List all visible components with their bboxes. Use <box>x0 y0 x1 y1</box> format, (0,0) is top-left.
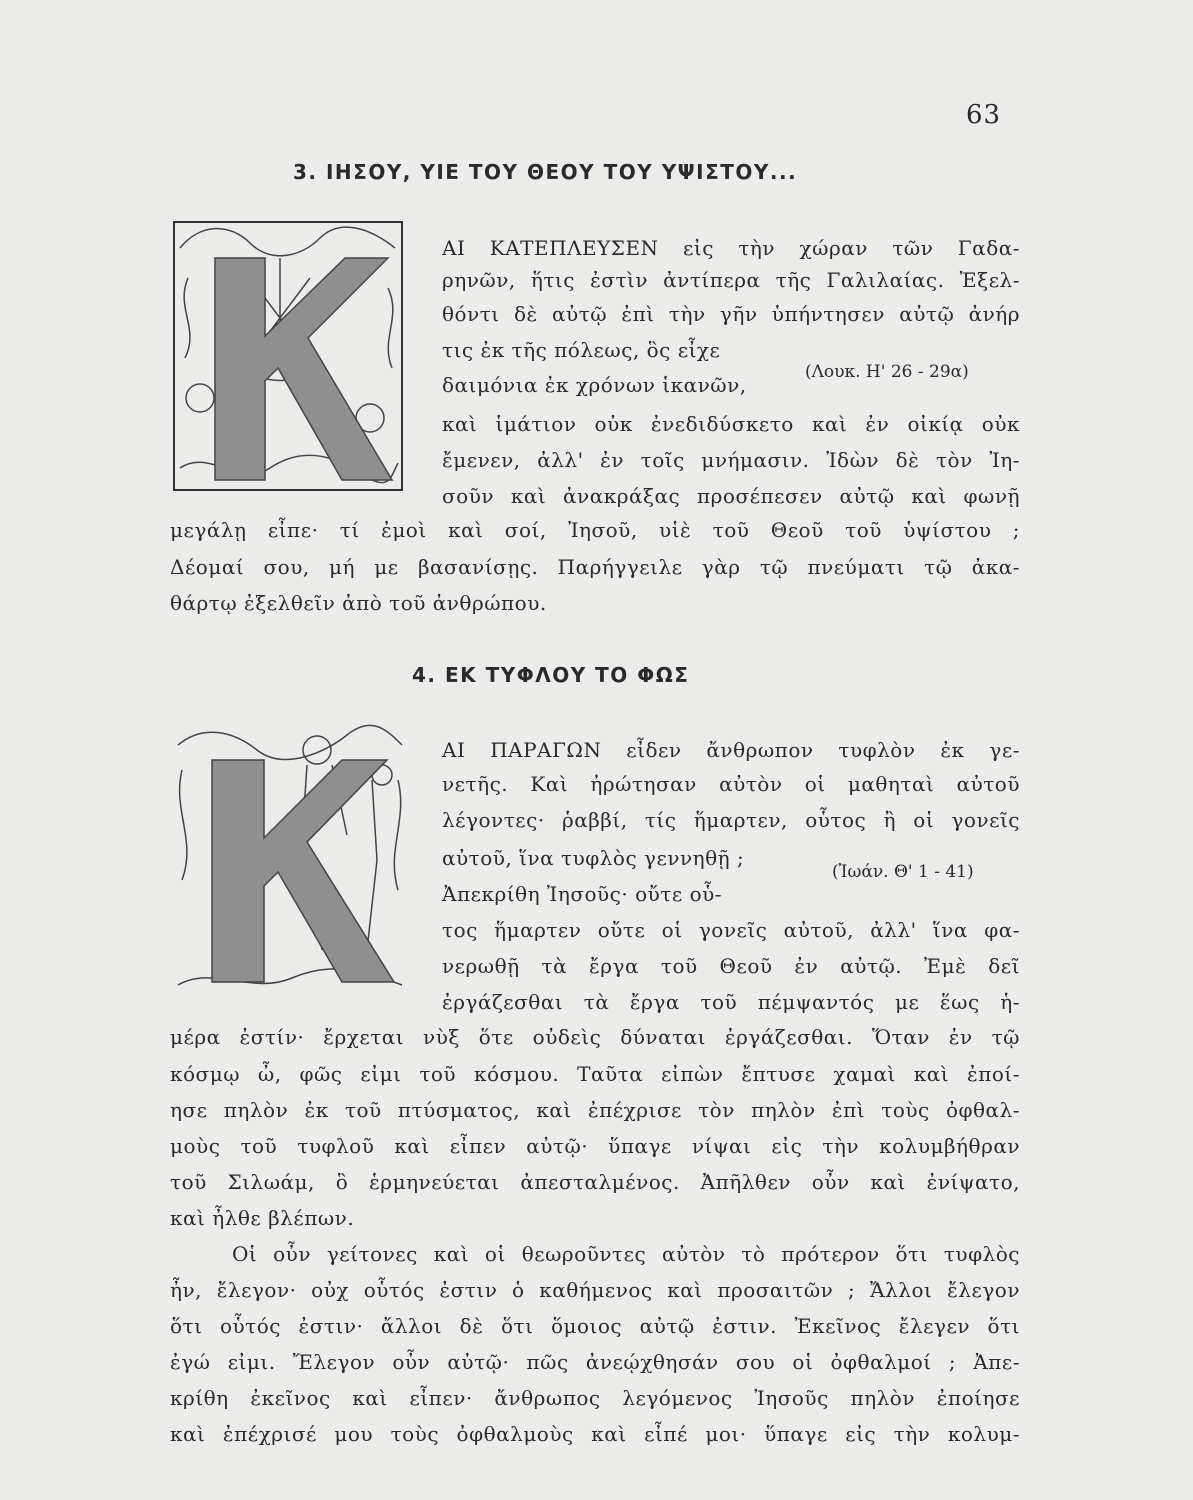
text-line: σοῦν καὶ ἀνακράξας προσέπεσεν αὐτῷ καὶ φωνῇ <box>442 484 1020 508</box>
text-line: τος ἥμαρτεν οὔτε οἱ γονεῖς αὐτοῦ, ἀλλ' ἵνα φα- <box>442 918 1020 942</box>
scripture-reference: (Ἰωάν. Θ' 1 - 41) <box>832 862 974 882</box>
text-line: καὶ ἱμάτιον οὐκ ἐνεδιδύσκετο καὶ ἐν οἰκίᾳ οὐκ <box>442 412 1020 436</box>
text-line: ὅτι οὗτός ἐστιν· ἄλλοι δὲ ὅτι ὅμοιος αὐτῷ ἐστιν. Ἐκεῖνος ἔλεγεν ὅτι <box>170 1314 1020 1338</box>
text-line: Ἀπεκρίθη Ἰησοῦς· οὔτε οὗ- <box>442 882 723 906</box>
text-line: θάρτῳ ἐξελθεῖν ἀπὸ τοῦ ἀνθρώπου. <box>170 591 547 615</box>
text-line: τοῦ Σιλωάμ, ὃ ἑρμηνεύεται ἀπεσταλμένος. Ἀπῆλθεν οὖν καὶ ἐνίψατο, <box>170 1170 1020 1194</box>
text-line: δαιμόνια ἐκ χρόνων ἱκανῶν, <box>442 373 747 397</box>
text-line: μεγάλῃ εἶπε· τί ἐμοὶ καὶ σοί, Ἰησοῦ, υἱὲ τοῦ Θεοῦ τοῦ ὑψίστου ; <box>170 518 1020 542</box>
page-number: 63 <box>966 100 1002 130</box>
text-line: νερωθῇ τὰ ἔργα τοῦ Θεοῦ ἐν αὐτῷ. Ἐμὲ δεῖ <box>442 954 1020 978</box>
section-3-heading: 3. ΙΗΣΟΥ, ΥΙΕ ΤΟΥ ΘΕΟΥ ΤΟΥ ΥΨΙΣΤΟΥ... <box>293 160 798 184</box>
text-line: κρίθη ἐκεῖνος καὶ εἶπεν· ἄνθρωπος λεγόμενος Ἰησοῦς πηλὸν ἐποίησε <box>170 1386 1020 1410</box>
text-line: Δέομαί σου, μή με βασανίσῃς. Παρήγγειλε γὰρ τῷ πνεύματι τῷ ἀκα- <box>170 555 1020 579</box>
text-line: νετῆς. Καὶ ἠρώτησαν αὐτὸν οἱ μαθηταὶ αὐτοῦ <box>442 772 1020 796</box>
text-line: ΑΙ ΚΑΤΕΠΛΕΥΣΕΝ εἰς τὴν χώραν τῶν Γαδα- <box>442 236 1020 260</box>
text-line: θόντι δὲ αὐτῷ ἐπὶ τὴν γῆν ὑπήντησεν αὐτῷ ἀνήρ <box>442 302 1020 326</box>
text-line: αὐτοῦ, ἵνα τυφλὸς γεννηθῇ ; <box>442 846 745 870</box>
text-line: ρηνῶν, ἥτις ἐστὶν ἀντίπερα τῆς Γαλιλαίας. Ἐξελ- <box>442 268 1020 292</box>
text-line: λέγοντες· ῥαββί, τίς ἥμαρτεν, οὗτος ἢ οἱ γονεῖς <box>442 808 1020 832</box>
text-line: ἦν, ἔλεγον· οὐχ οὗτός ἐστιν ὁ καθήμενος καὶ προσαιτῶν ; Ἄλλοι ἔλεγον <box>170 1278 1020 1302</box>
text-line: τις ἐκ τῆς πόλεως, ὃς εἶχε <box>442 338 721 362</box>
text-line: ησε πηλὸν ἐκ τοῦ πτύσματος, καὶ ἐπέχρισε τὸν πηλὸν ἐπὶ τοὺς ὀφθαλ- <box>170 1098 1020 1122</box>
text-line: μέρα ἐστίν· ἔρχεται νὺξ ὅτε οὐδεὶς δύναται ἐργάζεσθαι. Ὅταν ἐν τῷ <box>170 1025 1020 1049</box>
text-line: καὶ ἐπέχρισέ μου τοὺς ὀφθαλμοὺς καὶ εἶπέ μοι· ὕπαγε εἰς τὴν κολυμ- <box>170 1422 1020 1446</box>
text-line: ἔμενεν, ἀλλ' ἐν τοῖς μνήμασιν. Ἰδὼν δὲ τὸν Ἰη- <box>442 448 1020 472</box>
scripture-reference: (Λουκ. Η' 26 - 29α) <box>805 362 969 382</box>
drop-cap-k-ship-illustration <box>170 218 406 494</box>
drop-cap-k-christ-healing-illustration <box>172 720 408 996</box>
text-line: μοὺς τοῦ τυφλοῦ καὶ εἶπεν αὐτῷ· ὕπαγε νίψαι εἰς τὴν κολυμβήθραν <box>170 1134 1020 1158</box>
text-line: κόσμῳ ὦ, φῶς εἰμι τοῦ κόσμου. Ταῦτα εἰπὼν ἔπτυσε χαμαὶ καὶ ἐποί- <box>170 1062 1020 1086</box>
text-line: ἐγώ εἰμι. Ἔλεγον οὖν αὐτῷ· πῶς ἀνεῴχθησάν σου οἱ ὀφθαλμοί ; Ἀπε- <box>170 1350 1020 1374</box>
text-line: ἐργάζεσθαι τὰ ἔργα τοῦ πέμψαντός με ἕως ἡ- <box>442 990 1020 1014</box>
section-4-heading: 4. ΕΚ ΤΥΦΛΟΥ ΤΟ ΦΩΣ <box>412 663 690 687</box>
text-line: καὶ ἦλθε βλέπων. <box>170 1206 355 1230</box>
text-line: ΑΙ ΠΑΡΑΓΩΝ εἶδεν ἄνθρωπον τυφλὸν ἐκ γε- <box>442 738 1020 762</box>
text-line: Οἱ οὖν γείτονες καὶ οἱ θεωροῦντες αὐτὸν τὸ πρότερον ὅτι τυφλὸς <box>232 1242 1020 1266</box>
